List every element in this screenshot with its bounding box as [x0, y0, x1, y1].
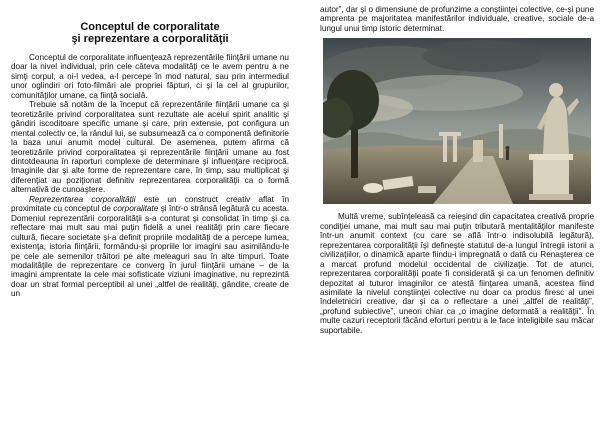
italic-term-2: corporalitate — [113, 204, 159, 214]
paragraph-continued: autor”, dar şi o dimensiune de profunzime a conştiinţei colective, ce-şi pune amprenta pe majoritatea manifestărilor individuale, creative, sociale de-a lungul unui timp istoric determinat. — [320, 5, 594, 33]
right-column — [320, 0, 594, 335]
italic-term-1: Reprezentarea corporalităţii — [29, 194, 136, 204]
paragraph-3-part-b: şi într-o strânsă legătură cu acesta. Domeniul reprezentării corporalităţii s-a conturat şi consolidat în timp şi ca reflectare mai mult sau mai puţin fidelă a unei realităţi prin care fiecare cultură, fiecare societate şi-a definit propriile modalităţi de a percepe lumea, existenţa, istoria fiinţării, formându-şi propriile lor imagini sau asimilându-le pe cele ale semenilor trăitori pe alte meleaguri sau în alte timpuri. Toate modalităţile de reprezentare ce converg în jurul fiinţării umane – de la imagini amprentate la cele mai sofisticate viziuni imaginative, nu reprezintă doar un strat formal perceptibil al unei „altfel de realităţi, gândite, create de un — [11, 204, 289, 299]
paragraph-1: Conceptul de corporalitate influenţează reprezentările fiinţării umane nu doar la nivel individual, prin cele câteva modalităţi ce le avem pentru a ne simţi corpul, a ni-l vedea, a-l percepe în mod natural, sau prin intermediul unor oglindiri ori foto-filmări ale propriei făpturi, ci şi la cel al grupurilor, comunităţilor umane, ca fiinţă socială. — [11, 53, 289, 100]
paragraph-3 — [11, 195, 289, 299]
paragraph-2: Trebuie să notăm de la început că reprezentările fiinţării umane ca şi teoretizările privind corporalitatea sunt rezultate ale acelui spirit analitic şi gândiri iscoditoare specific umane şi care, prin extensie, pot configura un mental colectiv ce, la rândul lui, se subsumează ca o componentă definitorie la baza unui anumit model cultural. De asemenea, putem afirma că teoretizările privind corporalitatea şi reprezentările fiinţării umane au fost dintotdeauna în raporturi complexe de determinare şi influenţare reciprocă. Imaginile dar şi alte forme de reprezentare care, în timp, sau multiplicat şi diferenţiat au poziţionat definitiv reprezentarea corporalităţii ca o formă alternativă de cunoaştere. — [11, 100, 289, 195]
classical-landscape-painting — [323, 38, 591, 204]
paragraph-3-part-a: este un construct creativ aflat în proximitate cu conceptul de — [11, 194, 289, 214]
title-line-2: şi reprezentare a corporalităţii — [71, 33, 229, 45]
left-column — [11, 0, 289, 299]
title-line-1: Conceptul de corporalitate — [80, 21, 220, 33]
paragraph-4: Multă vreme, subînţeleasă ca reieşind din capacitatea creativă proprie condiţiei umane, mai mult sau mai puţin tributară mentalităţilor manifeste într-un anumit context (cu care se află într-o indisolubilă legătură), reprezentarea corporalităţii îşi defineşte statutul de-a lungul întregii istorii a civilizaţiilor, o dinamică aparte fiindu-i impregnată o dată cu Renaşterea ce a marcat profund modelul occidental de civilizaţie. Tot de atunci, reprezentarea corporalităţii poate fi considerată şi ca un fenomen definitiv depozitat al tuturor imaginilor ce atestă fiinţarea umană, acestea fiind asimilate la nivelul conştiinţei colective nu doar ca produs firesc al unei îndeletniciri creative, dar şi ca o reflectare a unei „altfel de realităţi”, „profund subiective”, uneori chiar ca „o imagine deformată a realităţii”. În multe cazuri receptorii făcând eforturi pentru a le face inteligibile sau măcar suportabile. — [320, 212, 594, 335]
article-title — [11, 21, 289, 45]
